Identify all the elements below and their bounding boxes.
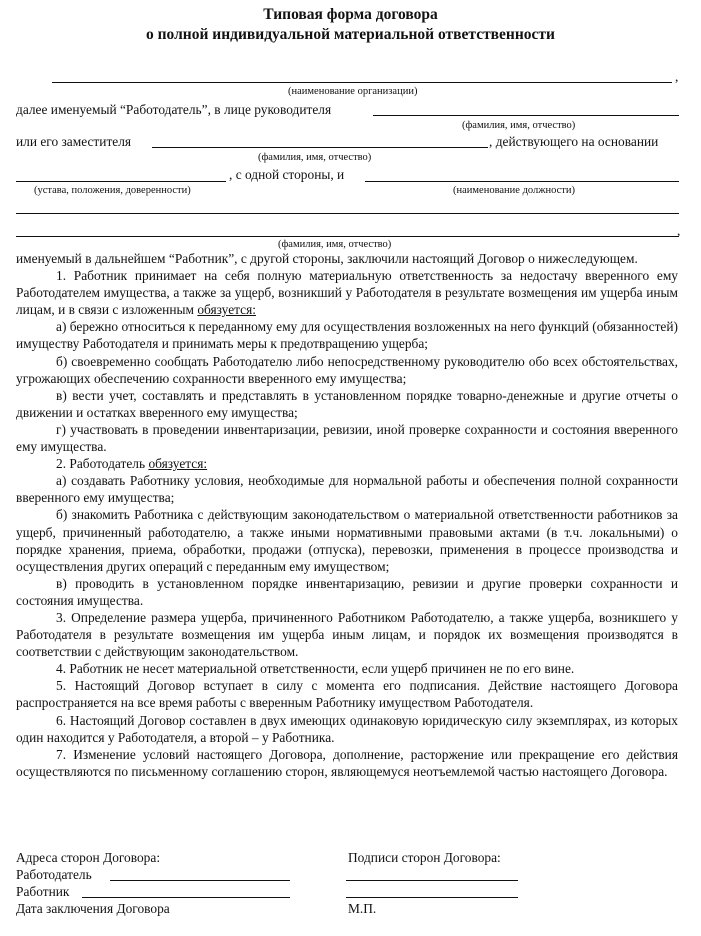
addresses-label: Адреса сторон Договора:: [16, 850, 161, 865]
deputy-label: или его заместителя: [16, 134, 132, 149]
employee-label: Работник: [16, 884, 70, 899]
position-caption: (наименование должности): [453, 185, 576, 196]
employee-address-field[interactable]: [82, 897, 290, 898]
employer-address-field[interactable]: [110, 880, 290, 881]
employee-name-field-1[interactable]: [16, 213, 679, 214]
clause-1b: б) своевременно сообщать Работодателю либо непосредственному руководителю обо всех обстоятельствах, угрожающих обеспечению сохранности вверенного ему имущества;: [16, 353, 678, 386]
clause-1a: а) бережно относиться к переданному ему для осуществления возложенных на него функций (обязанностей) имуществу Работодателя и принимать меры к предотвращению ущерба;: [16, 319, 678, 352]
acting-basis: , действующего на основании: [489, 134, 659, 149]
employee-signature-field[interactable]: [346, 897, 518, 898]
clause-2-obliged: обязуется:: [148, 456, 208, 472]
deputy-name-field[interactable]: [152, 147, 488, 148]
intro-paragraph: именуемый в дальнейшем “Работник”, с другой стороны, заключили настоящий Договор о нижеследующем.: [16, 251, 638, 266]
employer-phrase: далее именуемый “Работодатель”, в лице руководителя: [16, 102, 332, 117]
employer-label: Работодатель: [16, 867, 92, 882]
clause-1: [16, 267, 678, 318]
clause-6: 6. Настоящий Договор составлен в двух имеющих одинаковую юридическую силу экземплярах, из которых один находится у Работодателя, а второй – у Работника.: [16, 712, 678, 745]
employee-name-field-2[interactable]: [16, 236, 679, 237]
seal-label: М.П.: [348, 901, 377, 916]
charter-caption: (устава, положения, доверенности): [34, 185, 191, 196]
basis-document-field[interactable]: [16, 181, 226, 182]
clause-2a: а) создавать Работнику условия, необходимые для нормальной работы и обеспечения полной сохранности вверенного ему имущества;: [16, 473, 678, 506]
clause-1c: в) вести учет, составлять и представлять в установленном порядке товарно-денежные и другие отчеты о движении и остатках вверенного ему имущества;: [16, 387, 678, 420]
contract-body: [16, 250, 678, 780]
employer-signature-field[interactable]: [346, 880, 518, 881]
one-side-text: , с одной стороны, и: [229, 167, 345, 182]
document-title-line1: Типовая форма договора: [263, 6, 438, 23]
organization-field[interactable]: [52, 82, 672, 83]
clause-5: 5. Настоящий Договор вступает в силу с момента его подписания. Действие настоящего Договора распространяется на все время работы с вверенным Работнику имуществом Работодателя.: [16, 678, 678, 711]
position-field[interactable]: [365, 181, 679, 182]
date-label: Дата заключения Договора: [16, 901, 170, 916]
clause-3: 3. Определение размера ущерба, причиненного Работником Работодателю, а также ущерба, возникшего у Работодателя в результате возмещения им ущерба иным лицам, и порядок их возмещения производятся в соответствии с действующим законодательством.: [16, 609, 678, 660]
document-title-line2: о полной индивидуальной материальной ответственности: [146, 26, 555, 43]
clause-7: 7. Изменение условий настоящего Договора, дополнение, расторжение или прекращение его действия осуществляются по письменному соглашению сторон, являющемуся неотъемлемой частью настоящего Договора.: [16, 746, 678, 779]
deputy-fio-caption: (фамилия, имя, отчество): [258, 152, 372, 163]
org-comma: ,: [675, 69, 679, 84]
signatures-label: Подписи сторон Договора:: [348, 850, 501, 865]
clause-2-text: 2. Работодатель: [56, 456, 146, 472]
clause-2c: в) проводить в установленном порядке инвентаризацию, ревизии и другие проверки сохранности и состояния имущества.: [16, 575, 678, 608]
employee-fio-caption: (фамилия, имя, отчество): [278, 239, 392, 250]
clause-1d: г) участвовать в проведении инвентаризации, ревизии, иной проверке сохранности и состояния вверенного ему имущества.: [16, 421, 678, 455]
clause-1-obliged: обязуется:: [197, 302, 256, 318]
organization-caption: (наименование организации): [288, 86, 418, 97]
director-name-field[interactable]: [373, 115, 679, 116]
director-fio-caption: (фамилия, имя, отчество): [462, 120, 576, 131]
employee-comma: ,: [677, 223, 681, 238]
clause-4: 4. Работник не несет материальной ответственности, если ущерб причинен не по его вине.: [56, 661, 575, 677]
clause-1-text: 1. Работник принимает на себя полную материальную ответственность за недостачу вверенного ему Работодателем имущества, а также за ущерб, возникший у Работодателя в результате возмещения им ущерба иным лицам, и в связи с изложенным: [16, 268, 678, 318]
clause-2: [16, 455, 678, 472]
clause-2b: б) знакомить Работника с действующим законодательством о материальной ответственности работников за ущерб, причиненный работодателю, а также иными нормативными правовыми актами (в т.ч. локальными) о порядке хранения, приема, обработки, продажи (отпуска), перевозки, применения в процессе производства и осуществления других операций с переданным ему имуществом;: [16, 507, 678, 574]
